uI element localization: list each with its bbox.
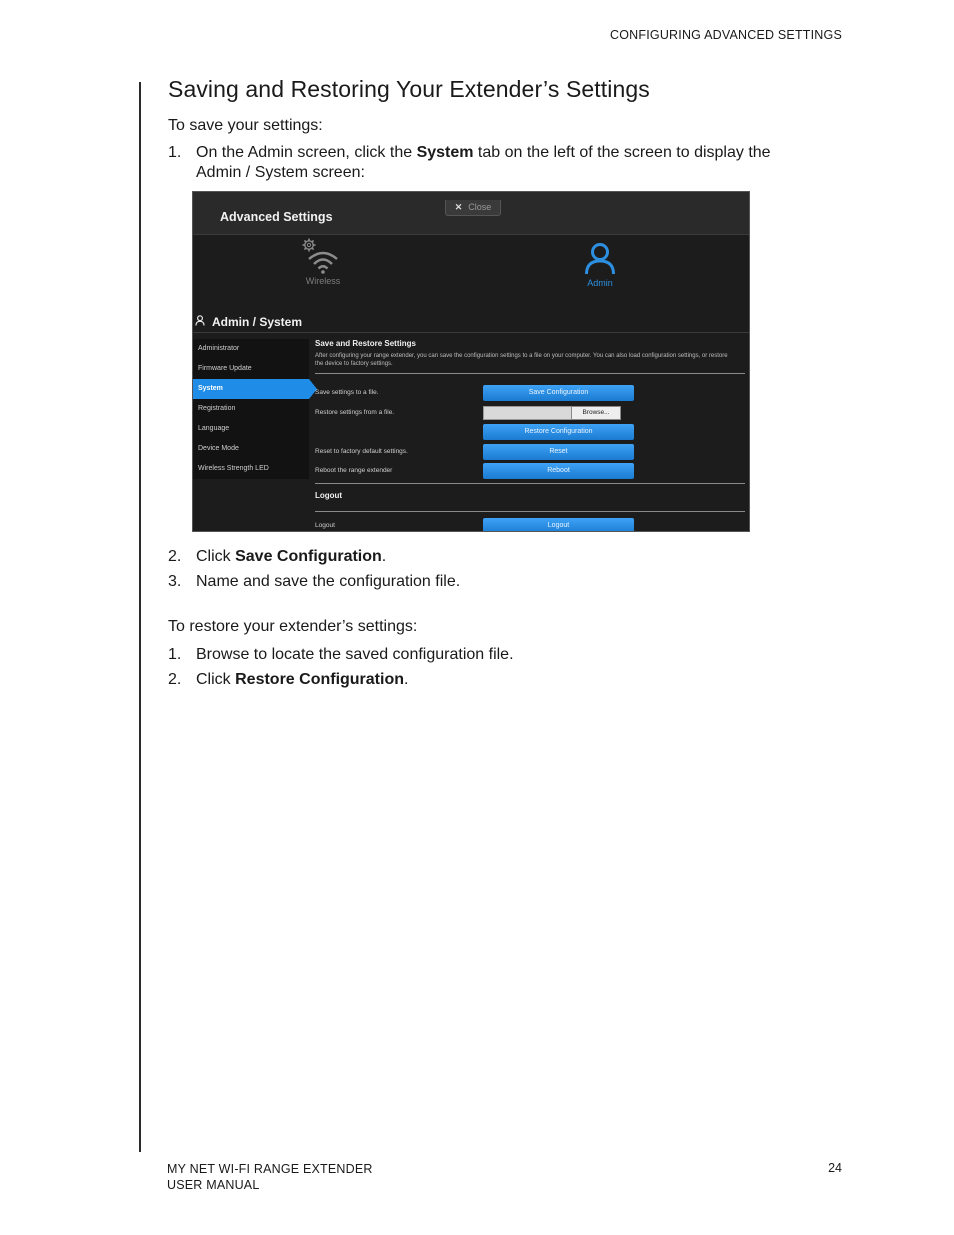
panel-title: Save and Restore Settings — [315, 339, 416, 348]
restore-configuration-button[interactable]: Restore Configuration — [483, 424, 634, 440]
divider — [315, 483, 745, 484]
browse-button[interactable]: Browse... — [571, 406, 621, 420]
gear-icon — [302, 238, 316, 252]
person-icon — [583, 242, 617, 276]
restore-file-row — [315, 405, 745, 421]
nav-wireless[interactable] — [293, 238, 353, 286]
admin-sidebar — [193, 339, 309, 479]
list-item: 2. Click Restore Configuration. — [168, 671, 409, 688]
save-label: Save settings to a file. — [315, 389, 379, 396]
save-configuration-button[interactable]: Save Configuration — [483, 385, 634, 401]
logout-label: Logout — [315, 522, 335, 529]
close-icon: ✕ — [454, 202, 463, 212]
save-intro: To save your settings: — [168, 117, 323, 134]
running-header: CONFIGURING ADVANCED SETTINGS — [610, 28, 842, 42]
restore-steps-list — [168, 645, 808, 695]
nav-wireless-label: Wireless — [305, 276, 341, 286]
sidebar-item-firmware-update[interactable]: Firmware Update — [198, 365, 252, 372]
screenshot-titlebar — [193, 192, 749, 235]
section-title: Saving and Restoring Your Extender’s Settings — [168, 76, 650, 102]
footer-title — [167, 1161, 373, 1193]
logout-row — [315, 518, 745, 532]
sidebar-item-system[interactable]: System — [193, 379, 309, 399]
admin-system-screenshot — [192, 191, 750, 532]
reset-button[interactable]: Reset — [483, 444, 634, 460]
reboot-row — [315, 463, 745, 479]
page-number: 24 — [828, 1161, 842, 1175]
close-button[interactable]: ✕ Close — [445, 200, 501, 216]
sidebar-item-device-mode[interactable]: Device Mode — [198, 445, 239, 452]
nav-admin-label: Admin — [587, 278, 613, 288]
nav-admin[interactable] — [570, 242, 630, 288]
divider — [315, 373, 745, 374]
logout-button[interactable]: Logout — [483, 518, 634, 532]
restore-intro: To restore your extender’s settings: — [168, 618, 418, 635]
sidebar-item-wireless-strength-led[interactable]: Wireless Strength LED — [198, 465, 269, 472]
restore-label: Restore settings from a file. — [315, 409, 395, 416]
save-restore-panel — [315, 339, 745, 529]
footer-line2: USER MANUAL — [167, 1178, 260, 1192]
reset-label: Reset to factory default settings. — [315, 448, 408, 455]
list-item: 2. Click Save Configuration. — [168, 548, 387, 565]
reboot-label: Reboot the range extender — [315, 467, 393, 474]
restore-row — [315, 424, 745, 440]
margin-rule — [139, 82, 141, 1152]
panel-description: After configuring your range extender, you can save the configuration settings to a file on your computer. You can also load configuration settings, or restore the device to factory settings. — [315, 353, 728, 367]
list-item: 1. On the Admin screen, click the System tab on the left of the screen to display the Admin / System screen: — [168, 144, 771, 181]
save-steps-list-cont — [168, 547, 808, 597]
footer-line1: MY NET WI-FI RANGE EXTENDER — [167, 1162, 373, 1176]
screenshot-title: Advanced Settings — [220, 210, 333, 224]
sidebar-item-language[interactable]: Language — [198, 425, 230, 432]
person-icon — [195, 315, 205, 326]
list-item: 3. Name and save the configuration file. — [168, 573, 461, 590]
save-row — [315, 385, 745, 401]
wifi-icon — [307, 250, 339, 274]
section-heading-label: Admin / System — [212, 315, 303, 329]
sidebar-item-administrator[interactable]: Administrator — [198, 345, 240, 352]
list-item: 1. Browse to locate the saved configuration file. — [168, 646, 514, 663]
divider — [315, 511, 745, 512]
save-steps-list — [168, 143, 808, 183]
reboot-button[interactable]: Reboot — [483, 463, 634, 479]
section-heading — [193, 314, 749, 333]
sidebar-item-registration[interactable]: Registration — [198, 405, 236, 412]
reset-row — [315, 444, 745, 460]
file-path-input[interactable] — [483, 406, 572, 420]
logout-title: Logout — [315, 491, 343, 500]
